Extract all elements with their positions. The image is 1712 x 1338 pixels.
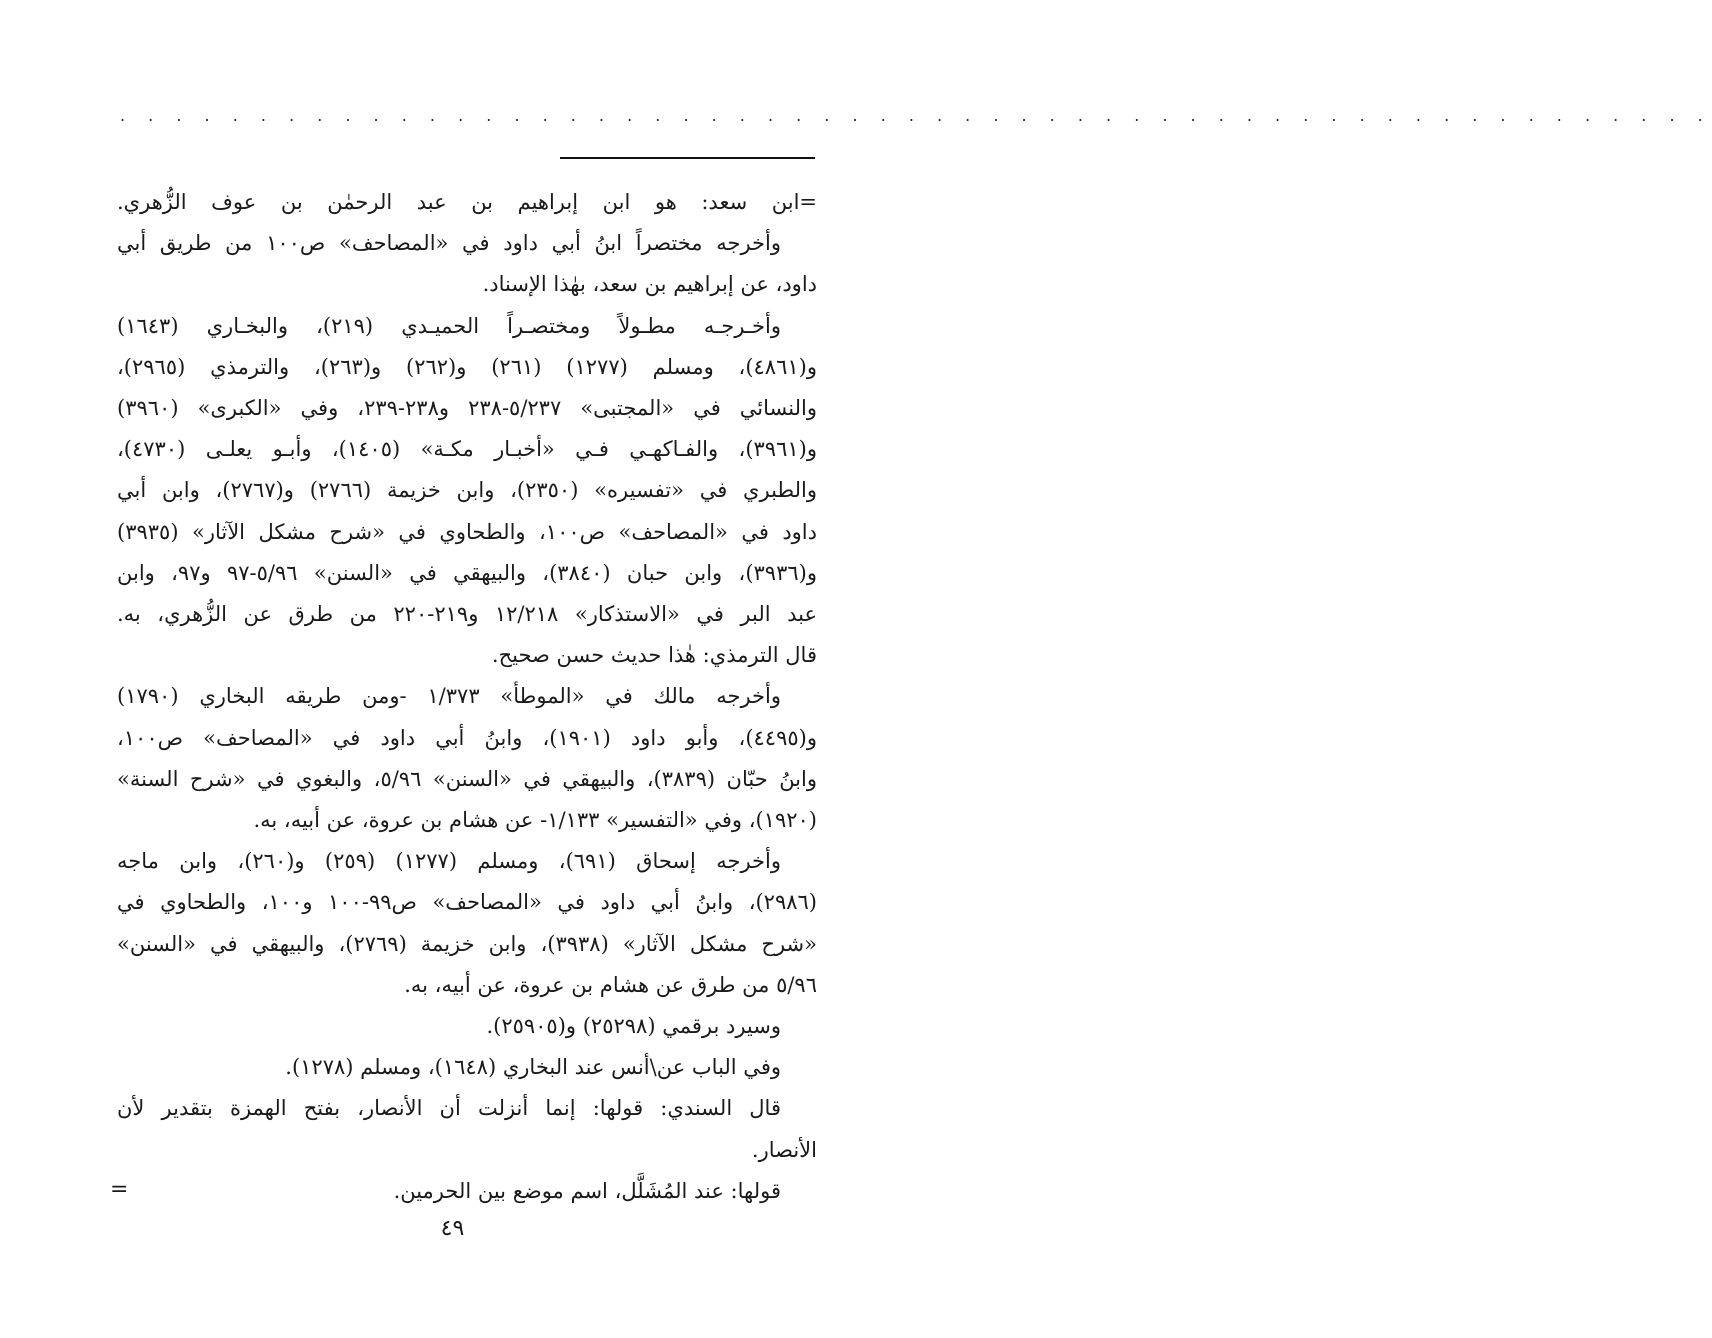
footnote-rule <box>560 157 815 159</box>
text-line: الأنصار. <box>751 1137 817 1162</box>
text-line: وأخرجه مالك في «الموطأ» ١/٣٧٣ -ومن طريقه البخاري (١٧٩٠) <box>117 684 781 709</box>
text-line: (٢٩٨٦)، وابنُ أبي داود في «المصاحف» ص٩٩-١٠٠ و١٠٠، والطحاوي في <box>117 890 817 915</box>
text-line: و(٤٤٩٥)، وأبو داود (١٩٠١)، وابنُ أبي داود في «المصاحف» ص١٠٠، <box>117 725 817 750</box>
text-line: والنسائي في «المجتبى» ٥/٢٣٧-٢٣٨ و٢٣٨-٢٣٩، وفي «الكبرى» (٣٩٦٠) <box>117 396 817 421</box>
text-line: داود في «المصاحف» ص١٠٠، والطحاوي في «شرح مشكل الآثار» (٣٩٣٥) <box>117 519 817 544</box>
text-line: و(٤٨٦١)، ومسلم (١٢٧٧) (٢٦١) و(٢٦٢) و(٢٦٣)، والترمذي (٢٩٦٥)، <box>117 354 817 379</box>
text-line: والطبري في «تفسيره» (٢٣٥٠)، وابن خزيمة (٢٧٦٦) و(٢٧٦٧)، وابن أبي <box>117 478 818 503</box>
text-line: و(٣٩٦١)، والفـاكهـي فـي «أخبـار مكـة» (١٤٠٥)، وأبـو يعلـى (٤٧٣٠)، <box>117 437 817 462</box>
text-line: وابنُ حبّان (٣٨٣٩)، والبيهقي في «السنن» ٥/٩٦، والبغوي في «شرح السنة» <box>117 766 817 791</box>
text-line: قال الترمذي: هٰذا حديث حسن صحيح. <box>491 643 817 668</box>
text-line: وأخـرجـه مطـولاً ومختصـراً الحميـدي (٢١٩)، والبخـاري (١٦٤٣) <box>117 313 781 338</box>
text-line: وأخرجه مختصراً ابنُ أبي داود في «المصاحف» ص١٠٠ من طريق أبي <box>117 231 781 256</box>
text-line: =ابن سعد: هو ابن إبراهيم بن عبد الرحمٰن بن عوف الزُّهري. <box>117 190 817 214</box>
continuation-marker: = <box>110 1177 129 1202</box>
text-line: ٥/٩٦ من طرق عن هشام بن عروة، عن أبيه، به. <box>404 972 817 997</box>
dotted-separator: . . . . . . . . . . . . . . . . . . . . . . . . . . . . . . . . . . . . . . . . . . . . . . . . . . . . . . . . . <box>120 106 1712 125</box>
footnote-text <box>117 182 817 1212</box>
text-line: وفي الباب عن\أنس عند البخاري (١٦٤٨)، ومسلم (١٢٧٨). <box>285 1055 781 1080</box>
text-line: قولها: عند المُشَلَّل، اسم موضع بين الحرمين. <box>393 1178 781 1203</box>
text-line: وسيرد برقمي (٢٥٢٩٨) و(٢٥٩٠٥). <box>486 1014 781 1039</box>
page-number: ٤٩ <box>440 1216 465 1241</box>
text-line: و(٣٩٣٦)، وابن حبان (٣٨٤٠)، والبيهقي في «السنن» ٥/٩٦-٩٧ و٩٧، وابن <box>117 560 817 585</box>
text-line: (١٩٢٠)، وفي «التفسير» ١/١٣٣- عن هشام بن عروة، عن أبيه، به. <box>253 808 817 833</box>
text-line: قال السندي: قولها: إنما أنزلت أن الأنصار، بفتح الهمزة بتقدير لأن <box>117 1096 781 1121</box>
text-line: وأخرجه إسحاق (٦٩١)، ومسلم (١٢٧٧) (٢٥٩) و(٢٦٠)، وابن ماجه <box>117 849 781 874</box>
text-line: عبد البر في «الاستذكار» ١٢/٢١٨ و٢١٩-٢٢٠ من طرق عن الزُّهري، به. <box>117 602 817 627</box>
text-line: داود، عن إبراهيم بن سعد، بهٰذا الإسناد. <box>482 272 817 297</box>
text-line: «شرح مشكل الآثار» (٣٩٣٨)، وابن خزيمة (٢٧٦٩)، والبيهقي في «السنن» <box>117 931 817 956</box>
